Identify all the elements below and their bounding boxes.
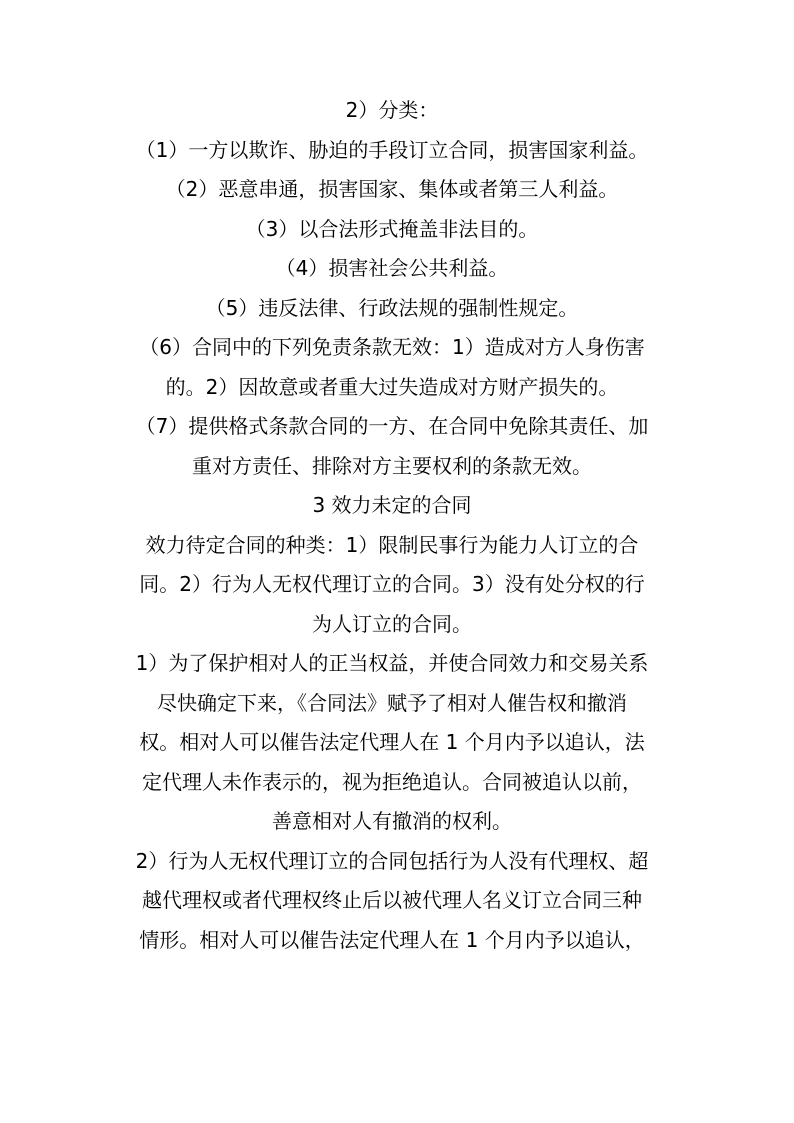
text-line: 的。2）因故意或者重大过失造成对方财产损失的。 — [165, 374, 619, 399]
text-line: 1）为了保护相对人的正当权益，并使合同效力和交易关系 — [135, 651, 649, 675]
text-line: 尽快确定下来，《合同法》赋予了相对人催告权和撤消 — [157, 690, 627, 715]
text-line: 定代理人未作表示的，视为拒绝追认。合同被追认以前， — [142, 769, 642, 794]
text-line: 情形。相对人可以催告法定代理人在 1 个月内予以追认， — [139, 927, 645, 952]
text-line: 2）行为人无权代理订立的合同包括行为人没有代理权、超 — [135, 848, 649, 873]
text-line: （7）提供格式条款合同的一方、在合同中免除其责任、加 — [135, 414, 649, 438]
text-line: 越代理权或者代理权终止后以被代理人名义订立合同三种 — [142, 888, 642, 912]
document-body — [118, 91, 666, 960]
text-line: （2）恶意串通，损害国家、集体或者第三人利益。 — [165, 177, 619, 201]
text-line: （3）以合法形式掩盖非法目的。 — [245, 216, 539, 241]
text-line: 为人订立的合同。 — [312, 611, 472, 636]
text-line: （5）违反法律、行政法规的强制性规定。 — [205, 295, 579, 320]
text-line: 同。2）行为人无权代理订立的合同。3）没有处分权的行 — [139, 572, 645, 596]
text-line: 效力待定合同的种类：1）限制民事行为能力人订立的合 — [145, 532, 639, 557]
text-line: （1）一方以欺诈、胁迫的手段订立合同，损害国家利益。 — [135, 137, 649, 162]
text-line: 权。相对人可以催告法定代理人在 1 个月内予以追认，法 — [139, 730, 645, 754]
section-heading: 3 效力未定的合同 — [312, 493, 472, 517]
text-line: 善意相对人有撤消的权利。 — [272, 809, 512, 833]
text-line: （4）损害社会公共利益。 — [275, 256, 509, 280]
text-line: （6）合同中的下列免责条款无效：1）造成对方人身伤害 — [139, 335, 645, 359]
text-line: 2）分类： — [345, 98, 439, 122]
text-line: 重对方责任、排除对方主要权利的条款无效。 — [192, 453, 592, 478]
